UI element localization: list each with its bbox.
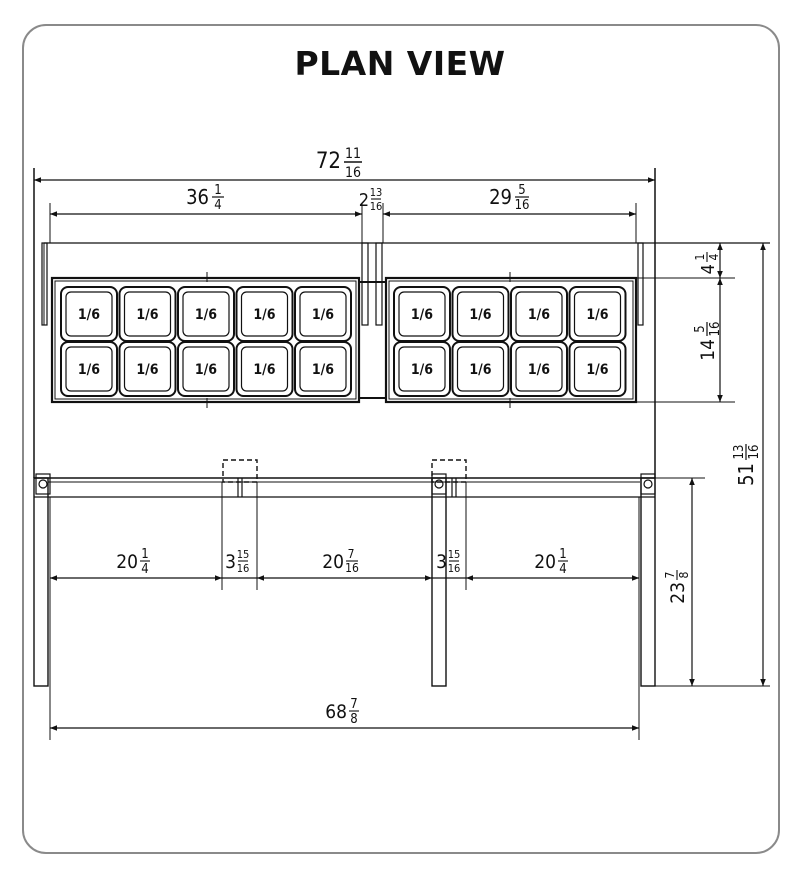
pan-cell xyxy=(295,342,351,396)
svg-text:20: 20 xyxy=(534,551,556,573)
svg-text:11: 11 xyxy=(344,146,362,162)
svg-text:16: 16 xyxy=(369,200,383,213)
dim-door-middle xyxy=(322,547,359,575)
svg-text:5: 5 xyxy=(693,325,708,333)
dim-overall-width xyxy=(316,146,362,181)
svg-text:16: 16 xyxy=(447,562,461,575)
svg-text:4: 4 xyxy=(698,264,719,275)
pan-label: 1/6 xyxy=(586,307,609,323)
svg-text:3: 3 xyxy=(436,551,447,573)
pan-cell xyxy=(178,287,234,341)
svg-text:13: 13 xyxy=(732,444,747,460)
svg-text:5: 5 xyxy=(518,183,526,198)
svg-text:72: 72 xyxy=(315,149,341,174)
pan-cell xyxy=(237,342,293,396)
svg-text:2: 2 xyxy=(358,190,369,211)
pan-label: 1/6 xyxy=(136,362,159,378)
pan-cell xyxy=(570,287,626,341)
pan-cell xyxy=(570,342,626,396)
pan-label: 1/6 xyxy=(311,307,335,323)
svg-text:7: 7 xyxy=(347,547,355,561)
pan-cell xyxy=(394,342,450,396)
pan-label: 1/6 xyxy=(586,362,609,378)
pan-label: 1/6 xyxy=(253,362,276,378)
dim-mullion-left xyxy=(225,548,249,575)
dim-left-section xyxy=(186,183,224,213)
pan-label: 1/6 xyxy=(527,362,551,378)
pan-label: 1/6 xyxy=(77,307,101,323)
dim-pan-depth xyxy=(693,322,723,361)
svg-text:8: 8 xyxy=(677,571,691,579)
dim-base-width xyxy=(325,697,359,727)
pan-label: 1/6 xyxy=(410,307,434,323)
svg-text:1: 1 xyxy=(559,547,567,562)
pan-cell xyxy=(120,342,176,396)
pan-label: 1/6 xyxy=(410,362,434,378)
pan-label: 1/6 xyxy=(194,307,218,323)
svg-text:8: 8 xyxy=(350,712,358,727)
svg-text:16: 16 xyxy=(747,444,762,460)
svg-text:14: 14 xyxy=(697,339,719,361)
pan-label: 1/6 xyxy=(311,362,335,378)
svg-text:16: 16 xyxy=(344,165,362,181)
svg-text:7: 7 xyxy=(350,697,358,712)
pan-cell xyxy=(178,342,234,396)
dim-door-left xyxy=(116,547,150,577)
svg-text:4: 4 xyxy=(214,198,222,213)
pan-cell xyxy=(511,342,567,396)
svg-text:36: 36 xyxy=(186,185,209,209)
svg-text:20: 20 xyxy=(322,551,344,573)
svg-text:51: 51 xyxy=(734,463,758,486)
svg-text:7: 7 xyxy=(663,571,677,579)
dim-cabinet-depth xyxy=(663,570,691,604)
pan-cell xyxy=(61,342,117,396)
svg-text:4: 4 xyxy=(141,562,149,577)
dim-overall-depth xyxy=(732,444,762,486)
pan-label: 1/6 xyxy=(136,307,159,323)
svg-text:3: 3 xyxy=(225,551,236,573)
dimension-lines xyxy=(34,180,763,728)
svg-text:4: 4 xyxy=(707,253,721,261)
pan-label: 1/6 xyxy=(253,307,276,323)
svg-text:16: 16 xyxy=(236,562,250,575)
page-title: PLAN VIEW xyxy=(294,44,506,83)
pan-label: 1/6 xyxy=(77,362,101,378)
pan-cell xyxy=(295,287,351,341)
pan-cell xyxy=(394,287,450,341)
dim-door-right xyxy=(534,547,568,577)
svg-text:16: 16 xyxy=(708,321,723,337)
unit-outline xyxy=(34,168,770,740)
svg-text:15: 15 xyxy=(447,548,461,561)
pan-label: 1/6 xyxy=(527,307,551,323)
svg-text:4: 4 xyxy=(559,562,567,577)
svg-text:20: 20 xyxy=(116,551,138,573)
svg-text:23: 23 xyxy=(667,582,689,604)
dim-mullion-right xyxy=(436,548,460,575)
svg-text:16: 16 xyxy=(345,561,359,575)
dim-gap xyxy=(359,186,383,213)
pan-cell xyxy=(120,287,176,341)
pan-cell xyxy=(237,287,293,341)
pan-cell xyxy=(61,287,117,341)
pan-grid xyxy=(61,287,626,396)
pan-cell xyxy=(453,287,509,341)
pan-label: 1/6 xyxy=(194,362,218,378)
svg-text:15: 15 xyxy=(236,548,250,561)
pan-cell xyxy=(511,287,567,341)
svg-text:68: 68 xyxy=(325,701,347,723)
svg-text:1: 1 xyxy=(214,183,222,198)
svg-text:1: 1 xyxy=(141,547,149,562)
svg-text:29: 29 xyxy=(489,185,512,209)
pan-cell xyxy=(453,342,509,396)
svg-text:13: 13 xyxy=(369,186,383,199)
dim-right-section xyxy=(489,183,529,213)
svg-text:1: 1 xyxy=(693,253,707,261)
pan-label: 1/6 xyxy=(469,362,492,378)
dim-top-offset xyxy=(693,252,721,274)
pan-label: 1/6 xyxy=(469,307,492,323)
svg-text:16: 16 xyxy=(514,198,530,213)
